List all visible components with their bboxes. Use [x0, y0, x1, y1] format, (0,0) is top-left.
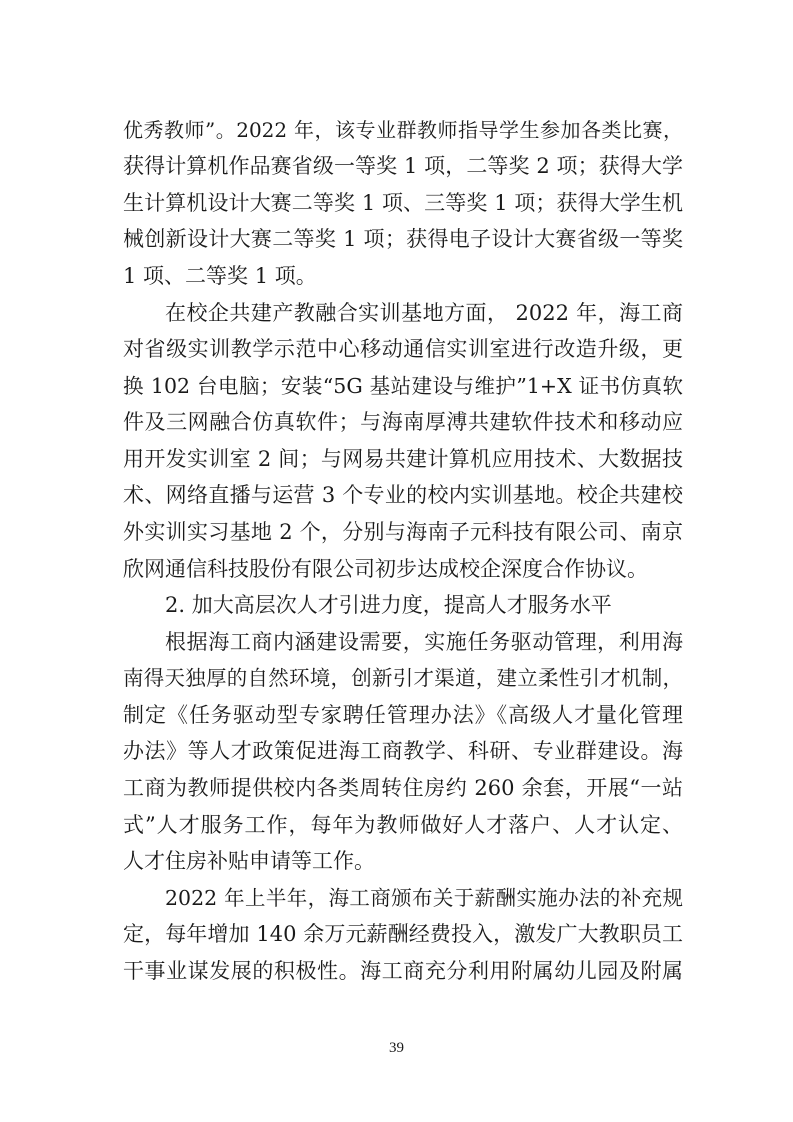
paragraph-line: 工商为教师提供校内各类周转住房约 260 余套，开展“一站	[123, 776, 683, 800]
paragraph-line: 械创新设计大赛二等奖 1 项；获得电子设计大赛省级一等奖	[123, 227, 683, 251]
paragraph-line: 对省级实训教学示范中心移动通信实训室进行改造升级，更	[123, 337, 683, 361]
paragraph-line: 在校企共建产教融合实训基地方面， 2022 年，海工商	[165, 301, 683, 325]
paragraph-line: 欣网通信科技股份有限公司初步达成校企深度合作协议。	[123, 557, 648, 581]
section-heading: 2. 加大高层次人才引进力度，提高人才服务水平	[165, 593, 612, 617]
page-number: 39	[389, 1040, 404, 1056]
paragraph-line: 优秀教师”。2022 年，该专业群教师指导学生参加各类比赛，	[123, 118, 683, 142]
paragraph-line: 获得计算机作品赛省级一等奖 1 项，二等奖 2 项；获得大学	[123, 154, 683, 178]
paragraph-line: 干事业谋发展的积极性。海工商充分利用附属幼儿园及附属	[123, 959, 683, 983]
paragraph-line: 1 项、二等奖 1 项。	[123, 264, 317, 288]
paragraph-line: 定，每年增加 140 余万元薪酬经费投入，激发广大教职员工	[123, 922, 683, 946]
paragraph-line: 外实训实习基地 2 个，分别与海南子元科技有限公司、南京	[123, 520, 683, 544]
paragraph-line: 换 102 台电脑；安装“5G 基站建设与维护”1+X 证书仿真软	[123, 374, 683, 398]
paragraph-line: 制定《任务驱动型专家聘任管理办法》《高级人才量化管理	[123, 703, 683, 727]
paragraph-line: 件及三网融合仿真软件；与海南厚溥共建软件技术和移动应	[123, 410, 683, 434]
paragraph-line: 生计算机设计大赛二等奖 1 项、三等奖 1 项；获得大学生机	[123, 191, 683, 215]
paragraph-line: 式”人才服务工作，每年为教师做好人才落户、人才认定、	[123, 813, 683, 837]
paragraph-line: 根据海工商内涵建设需要，实施任务驱动管理，利用海	[165, 630, 683, 654]
paragraph-line: 人才住房补贴申请等工作。	[123, 849, 375, 873]
paragraph-line: 用开发实训室 2 间；与网易共建计算机应用技术、大数据技	[123, 447, 683, 471]
paragraph-line: 办法》等人才政策促进海工商教学、科研、专业群建设。海	[123, 739, 683, 763]
paragraph-line: 术、网络直播与运营 3 个专业的校内实训基地。校企共建校	[123, 483, 683, 507]
paragraph-line: 2022 年上半年，海工商颁布关于薪酬实施办法的补充规	[165, 886, 683, 910]
paragraph-line: 南得天独厚的自然环境，创新引才渠道，建立柔性引才机制，	[123, 666, 683, 690]
